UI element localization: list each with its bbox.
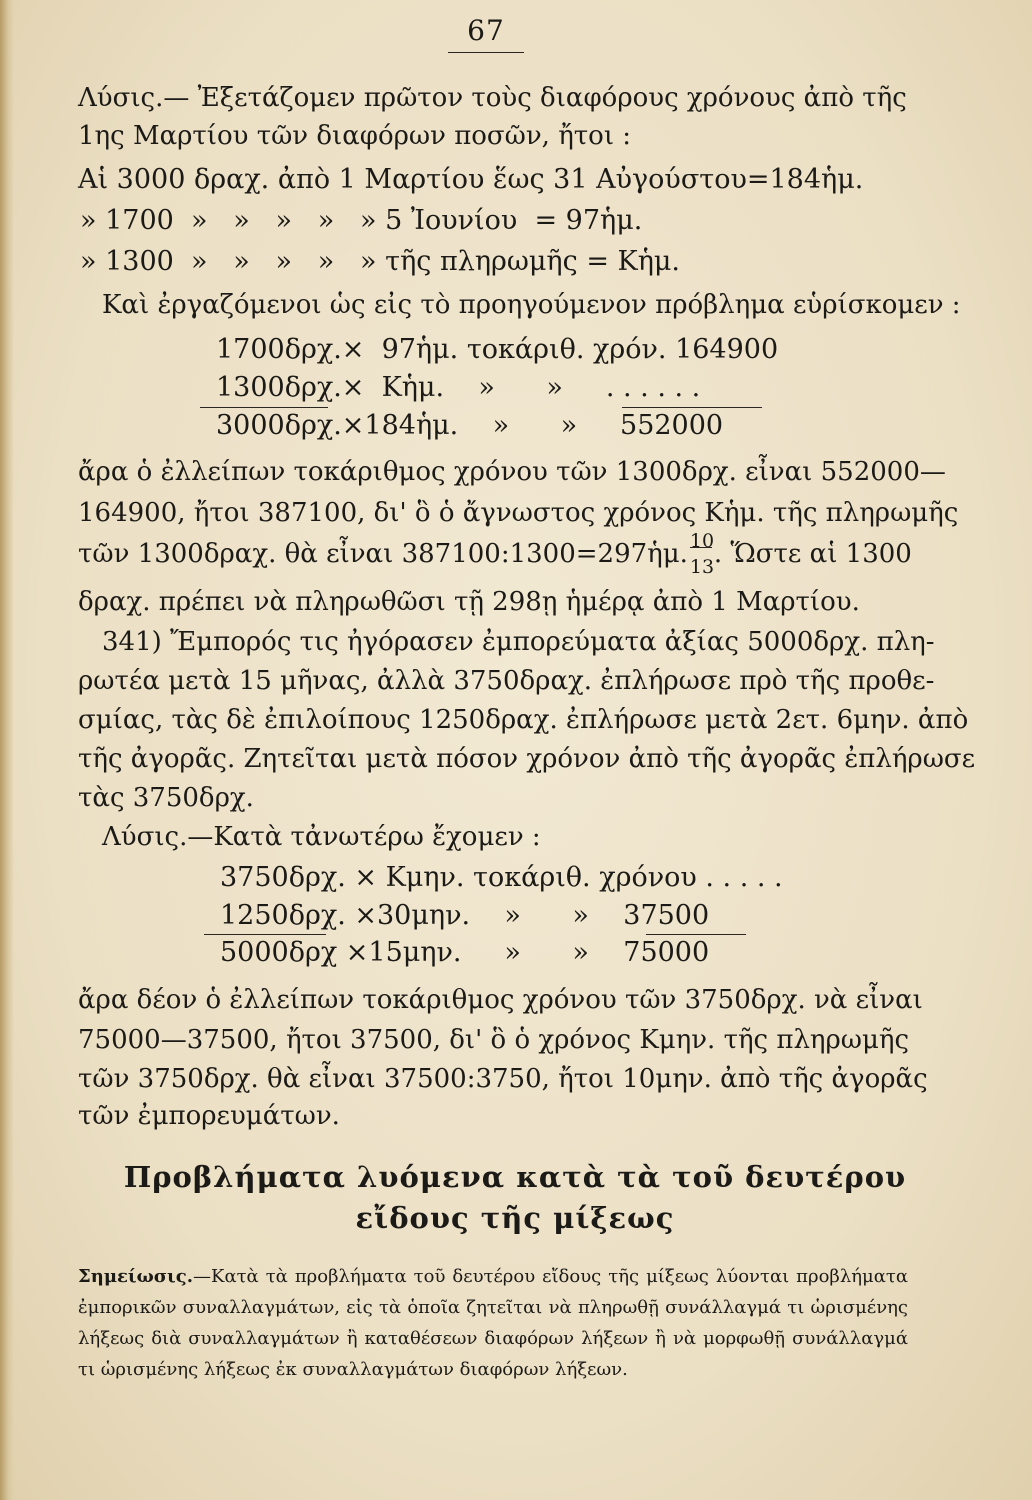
solution1-conclusion-line2: 164900, ἤτοι 387100, δι' ὃ ὁ ἄγνωστος χρόνος Κἡμ. τῆς πληρωμῆς <box>78 498 959 528</box>
problem341-line5: τὰς 3750δρχ. <box>78 783 254 813</box>
page-number-rule <box>448 52 524 53</box>
fraction-numerator: 10 <box>689 530 715 552</box>
fraction-10-13 <box>689 530 715 578</box>
fraction-bar <box>690 547 712 548</box>
solution1-working-line: Καὶ ἐργαζόμενοι ὡς εἰς τὸ προηγούμενον πρόβλημα εὑρίσκομεν : <box>102 290 961 320</box>
solution1-calc-row3: 3000δρχ.×184ἡμ. » » 552000 <box>216 410 724 441</box>
solution1-sum-rule-left <box>200 407 328 408</box>
solution1-period-row2: » 1700 » » » » » 5 Ἰουνίου = 97ἡμ. <box>80 205 643 236</box>
page-number: 67 <box>467 14 505 47</box>
solution2-conclusion-line3: τῶν 3750δρχ. θὰ εἶναι 37500:3750, ἤτοι 10μην. ἀπὸ τῆς ἀγορᾶς <box>78 1064 928 1094</box>
solution1-calc-row1: 1700δρχ.× 97ἡμ. τοκάριθ. χρόν. 164900 <box>216 334 779 365</box>
solution1-sum-rule-right <box>622 407 762 408</box>
solution2-sum-rule-left <box>204 934 326 935</box>
solution2-conclusion-line1: ἄρα δέον ὁ ἐλλείπων τοκάριθμος χρόνου τῶν 3750δρχ. νὰ εἶναι <box>78 985 923 1015</box>
fraction-denominator: 13 <box>689 556 715 578</box>
note-text: —Κατὰ τὰ προβλήματα τοῦ δευτέρου εἴδους τῆς μίξεως λύονται προβλήματα ἐμπορικῶν συναλλαγμάτων, εἰς τὰ ὁποῖα ζητεῖται νὰ πληρωθῇ συνάλλαγμά τι ὡρισμένης λήξεως διὰ συναλλαγμάτων ἢ καταθέσεων διαφόρων λήξεων ἢ νὰ μορφωθῇ συνάλλαγμά τι ὡρισμένης λήξεως ἐκ συναλλαγμάτων διαφόρων λήξεων. <box>78 1266 908 1380</box>
solution1-intro-line2: 1ης Μαρτίου τῶν διαφόρων ποσῶν, ἤτοι : <box>78 121 632 151</box>
solution2-calc-row3: 5000δρχ ×15μην. » » 75000 <box>220 937 710 968</box>
solution1-period-row3: » 1300 » » » » » τῆς πληρωμῆς = Κἡμ. <box>80 246 680 277</box>
solution2-conclusion-line4: τῶν ἐμπορευμάτων. <box>78 1101 340 1131</box>
solution2-intro: Λύσις.—Κατὰ τἀνωτέρω ἔχομεν : <box>102 822 541 852</box>
problem341-line1: 341) Ἔμπορός τις ἠγόρασεν ἐμπορεύματα ἀξίας 5000δρχ. πλη- <box>102 627 935 657</box>
problem341-line4: τῆς ἀγορᾶς. Ζητεῖται μετὰ πόσον χρόνον ἀπὸ τῆς ἀγορᾶς ἐπλήρωσε <box>78 744 976 774</box>
solution2-conclusion-line2: 75000—37500, ἤτοι 37500, δι' ὃ ὁ χρόνος Κμην. τῆς πληρωμῆς <box>78 1025 910 1055</box>
section-heading-line1: Προβλήματα λυόμενα κατὰ τὰ τοῦ δευτέρου <box>123 1160 907 1194</box>
solution1-intro-line1: Λύσις.— Ἐξετάζομεν πρῶτον τοὺς διαφόρους χρόνους ἀπὸ τῆς <box>78 83 907 113</box>
solution2-sum-rule-right <box>646 934 746 935</box>
solution2-calc-row2: 1250δρχ. ×30μην. » » 37500 <box>220 900 710 931</box>
problem341-line2: ρωτέα μετὰ 15 μῆνας, ἀλλὰ 3750δραχ. ἐπλήρωσε πρὸ τῆς προθε- <box>78 666 935 696</box>
solution1-conclusion-line1: ἄρα ὁ ἐλλείπων τοκάριθμος χρόνου τῶν 1300δρχ. εἶναι 552000— <box>78 457 946 487</box>
solution1-conclusion-line3-start: τῶν 1300δραχ. θὰ εἶναι 387100:1300=297ἡμ. <box>78 539 688 569</box>
solution1-calc-row2: 1300δρχ.× Κἡμ. » » . . . . . . <box>216 372 701 403</box>
page-spine-shadow <box>0 0 14 1500</box>
solution1-conclusion-line3-end: . Ὥστε αἱ 1300 <box>713 539 912 569</box>
section-heading-line2: εἴδους τῆς μίξεως <box>355 1201 675 1235</box>
solution2-calc-row1: 3750δρχ. × Κμην. τοκάριθ. χρόνου . . . . . <box>220 862 783 893</box>
solution1-period-row1: Αἱ 3000 δραχ. ἀπὸ 1 Μαρτίου ἕως 31 Αὐγούστου=184ἡμ. <box>78 164 864 195</box>
note-paragraph <box>78 1261 908 1385</box>
solution1-conclusion-line4: δραχ. πρέπει νὰ πληρωθῶσι τῇ 298ῃ ἡμέρᾳ ἀπὸ 1 Μαρτίου. <box>78 587 860 617</box>
note-label: Σημείωσις. <box>78 1266 193 1287</box>
problem341-line3: σμίας, τὰς δὲ ἐπιλοίπους 1250δραχ. ἐπλήρωσε μετὰ 2ετ. 6μην. ἀπὸ <box>78 705 969 735</box>
solution1-conclusion-line3 <box>78 530 912 578</box>
